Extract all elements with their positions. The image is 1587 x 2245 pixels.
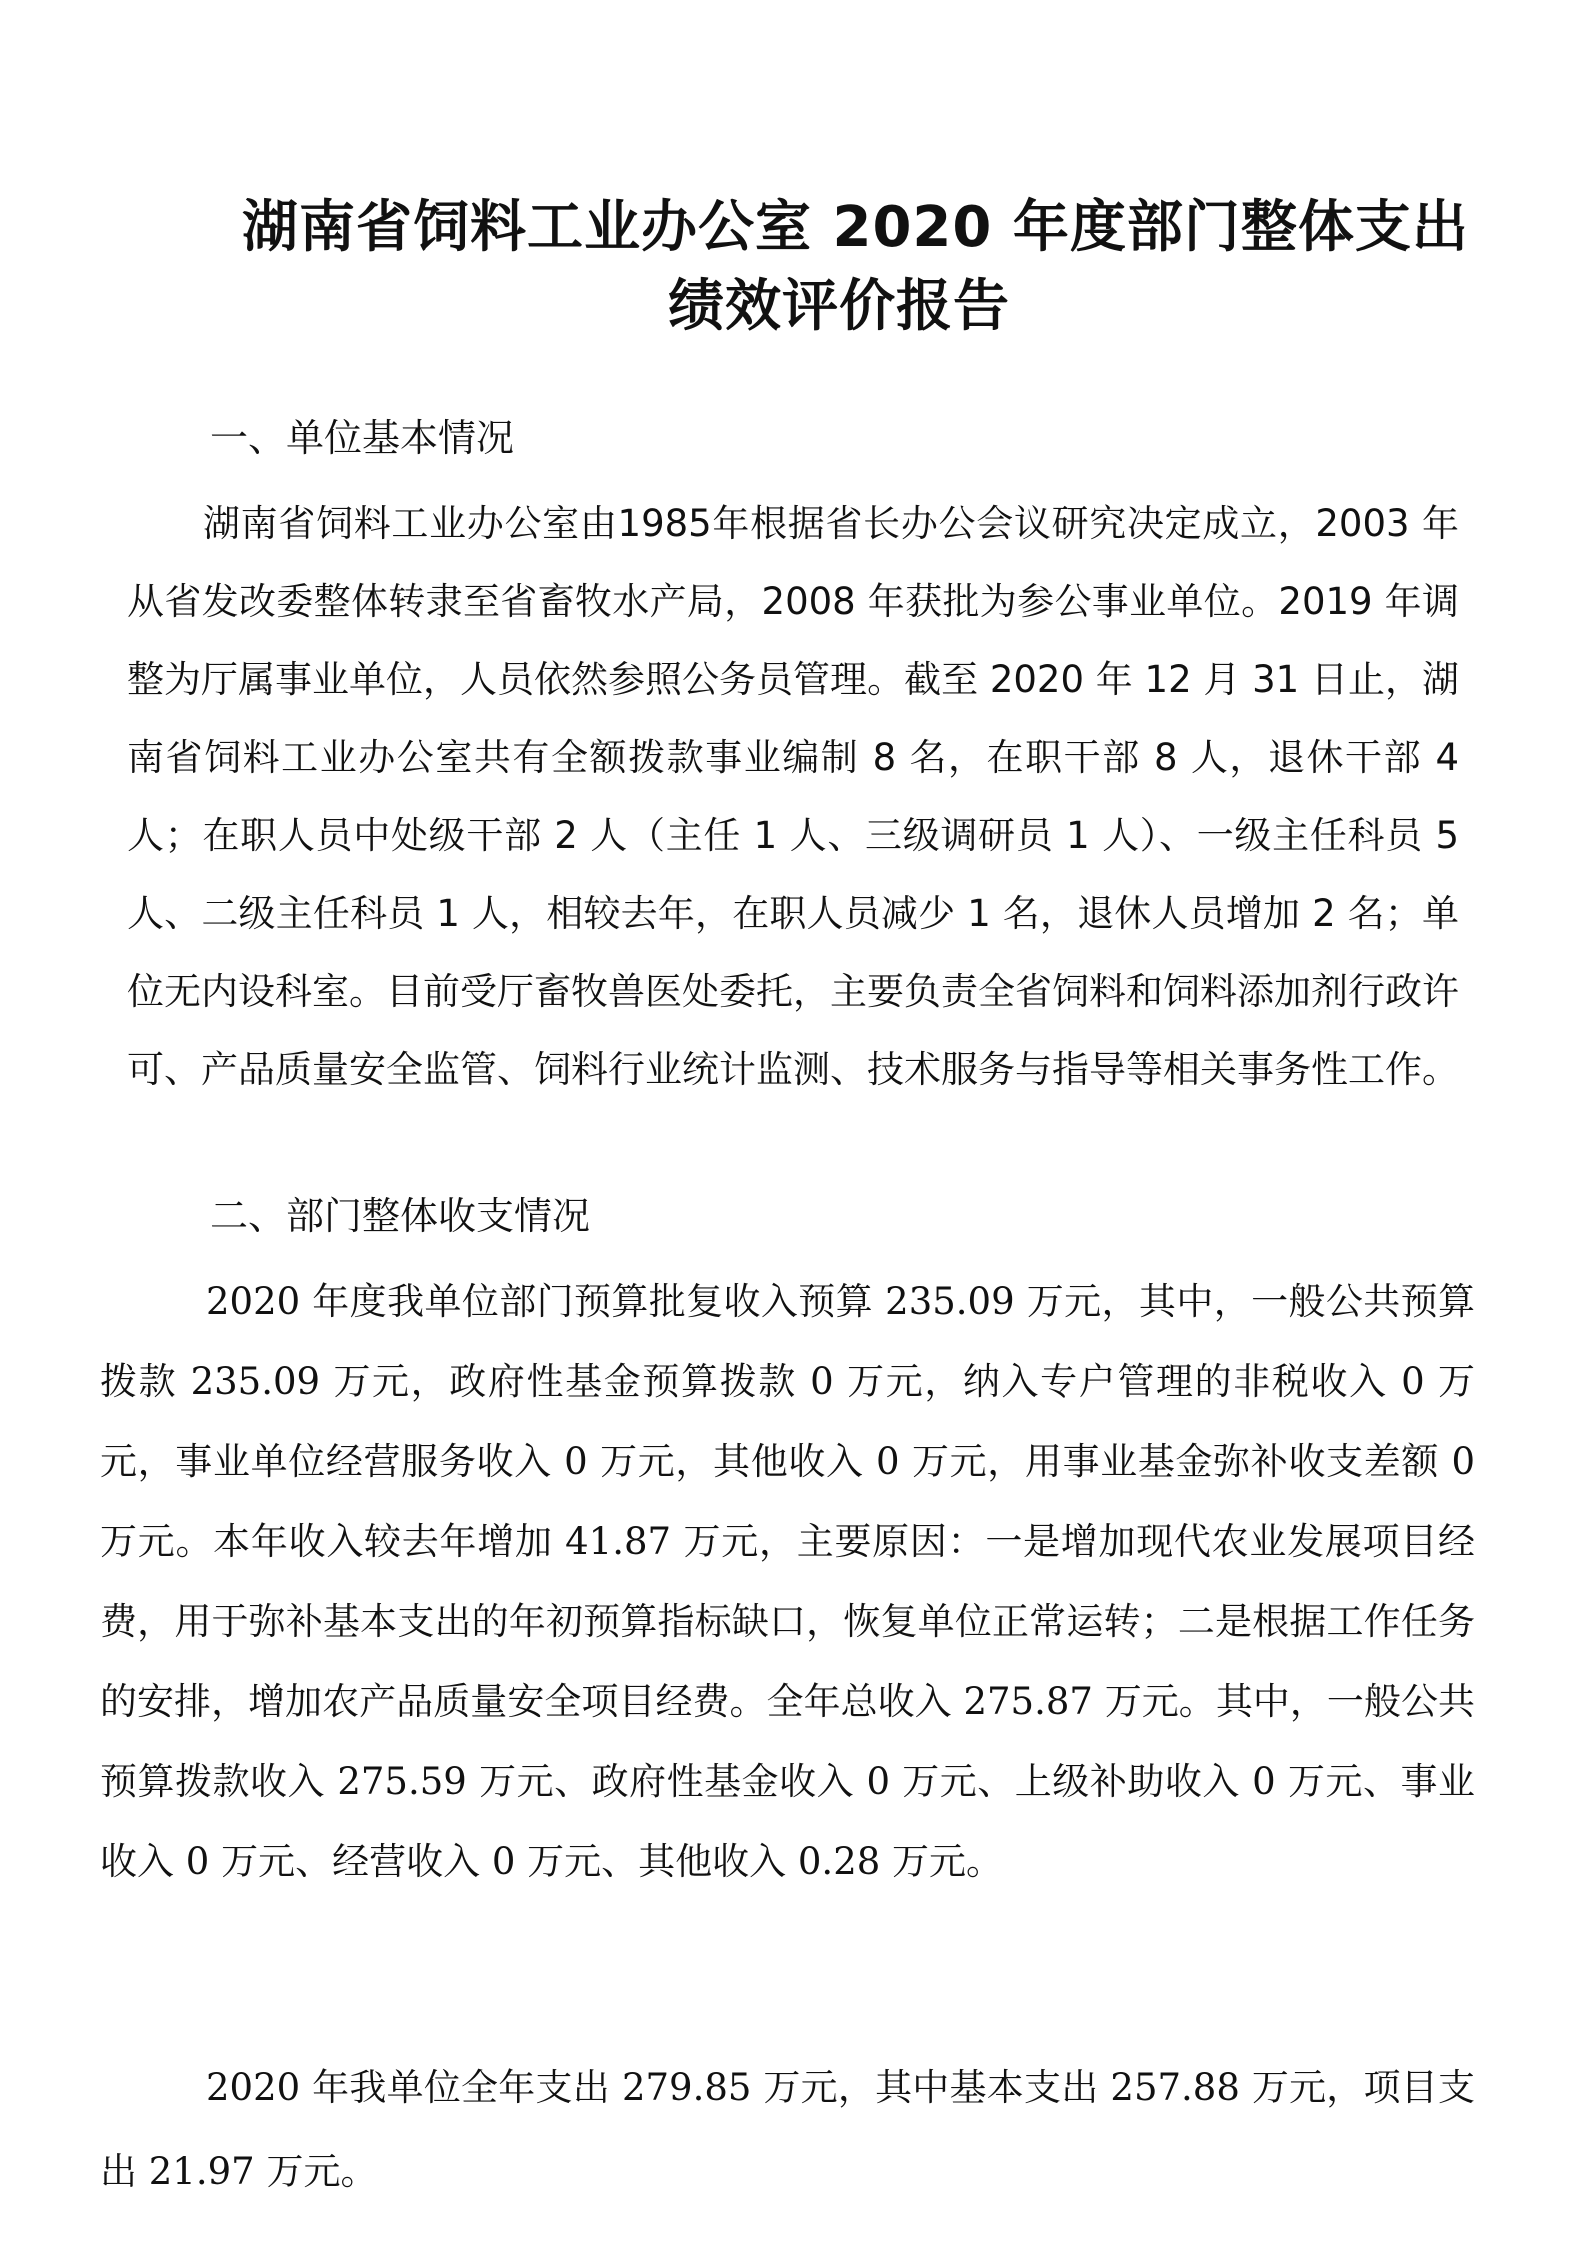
document-title-line-2: 绩效评价报告 [668, 274, 1010, 339]
section-heading-basic-info: 一、单位基本情况 [210, 416, 515, 460]
paragraph-expenditure: 2020 年我单位全年支出 279.85 万元，其中基本支出 257.88 万元，项目支出 21.97 万元。 [100, 2066, 1475, 2193]
section-heading-revenue-expenditure: 二、部门整体收支情况 [210, 1194, 591, 1238]
document-title-line-1: 湖南省饲料工业办公室 2020 年度部门整体支出 [242, 195, 1469, 260]
paragraph-revenue: 2020 年度我单位部门预算批复收入预算 235.09 万元，其中，一般公共预算拨款 235.09 万元，政府性基金预算拨款 0 万元，纳入专户管理的非税收入 0 万元，事业单位经营服务收入 0 万元，其他收入 0 万元，用事业基金弥补收支差额 0 万元。本年收入较去年增加 41.87 万元，主要原因：一是增加现代农业发展项目经费，用于弥补基本支出的年初预算指标缺口，恢复单位正常运转；二是根据工作任务的安排，增加农产品质量安全项目经费。全年总收入 275.87 万元。其中，一般公共预算拨款收入 275.59 万元、政府性基金收入 0 万元、上级补助收入 0 万元、事业收入 0 万元、经营收入 0 万元、其他收入 0.28 万元。 [100, 1280, 1475, 1883]
paragraph-basic-info: 湖南省饲料工业办公室由1985年根据省长办公会议研究决定成立，2003 年从省发改委整体转隶至省畜牧水产局，2008 年获批为参公事业单位。2019 年调整为厅属事业单位，人员依然参照公务员管理。截至 2020 年 12 月 31 日止，湖南省饲料工业办公室共有全额拨款事业编制 8 名，在职干部 8 人，退休干部 4 人；在职人员中处级干部 2 人（主任 1 人、三级调研员 1 人）、一级主任科员 5 人、二级主任科员 1 人，相较去年，在职人员减少 1 名，退休人员增加 2 名；单位无内设科室。目前受厅畜牧兽医处委托，主要负责全省饲料和饲料添加剂行政许可、产品质量安全监管、饲料行业统计监测、技术服务与指导等相关事务性工作。 [127, 502, 1459, 1091]
